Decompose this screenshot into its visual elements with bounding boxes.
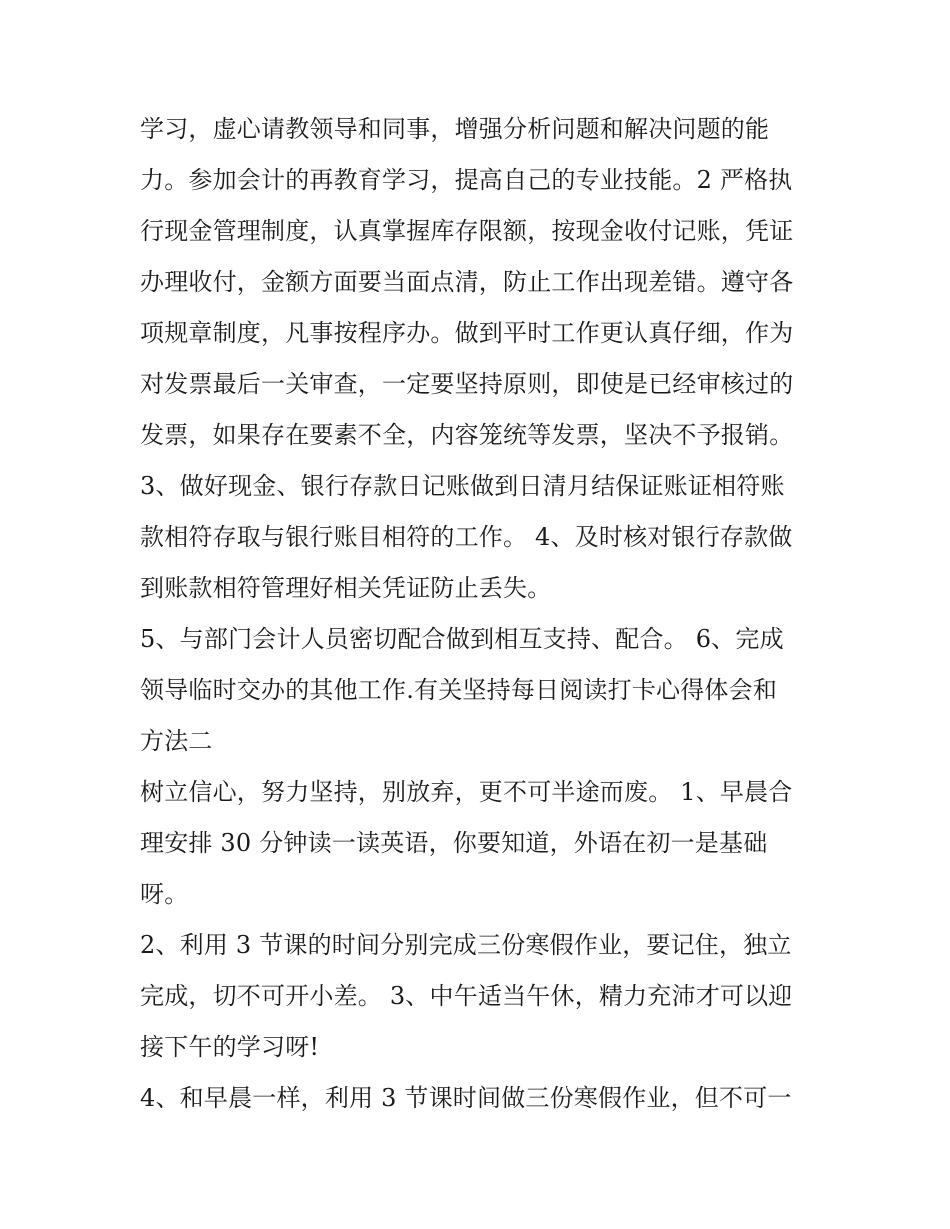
text-line: 行现金管理制度，认真掌握库存限额，按现金收付记账，凭证: [140, 217, 794, 245]
document-body: [140, 104, 820, 1124]
text-line: 4、和早晨一样，利用 3 节课时间做三份寒假作业，但不可一: [140, 1084, 792, 1112]
text-line: 方法二: [140, 727, 213, 755]
text-line: 3、做好现金、银行存款日记账做到日清月结保证账证相符账: [140, 472, 785, 500]
text-line: 领导临时交办的其他工作.有关坚持每日阅读打卡心得体会和: [140, 676, 778, 704]
text-line: 呀。: [140, 880, 189, 908]
text-line: 对发票最后一关审查，一定要坚持原则，即使是已经审核过的: [140, 370, 794, 398]
text-line: 理安排 30 分钟读一读英语，你要知道，外语在初一是基础: [140, 829, 768, 857]
text-line: 发票，如果存在要素不全，内容笼统等发票，坚决不予报销。: [140, 421, 794, 449]
text-line: 力。参加会计的再教育学习，提高自己的专业技能。2 严格执: [140, 166, 793, 194]
text-line: 项规章制度，凡事按程序办。做到平时工作更认真仔细，作为: [140, 319, 794, 347]
text-line: 5、与部门会计人员密切配合做到相互支持、配合。 6、完成: [140, 625, 784, 653]
text-line: 2、利用 3 节课的时间分别完成三份寒假作业，要记住，独立: [140, 931, 792, 959]
text-line: 办理收付，金额方面要当面点清，防止工作出现差错。遵守各: [140, 268, 794, 296]
text-line: 树立信心，努力坚持，别放弃，更不可半途而废。 1、早晨合: [140, 778, 793, 806]
text-line: 接下午的学习呀!: [140, 1033, 320, 1061]
text-line: 到账款相符管理好相关凭证防止丢失。: [140, 574, 552, 602]
text-line: 款相符存取与银行账目相符的工作。 4、及时核对银行存款做: [140, 523, 793, 551]
text-line: 学习，虚心请教领导和同事，增强分析问题和解决问题的能: [140, 115, 770, 143]
text-line: 完成，切不可开小差。 3、中午适当午休，精力充沛才可以迎: [140, 982, 793, 1010]
